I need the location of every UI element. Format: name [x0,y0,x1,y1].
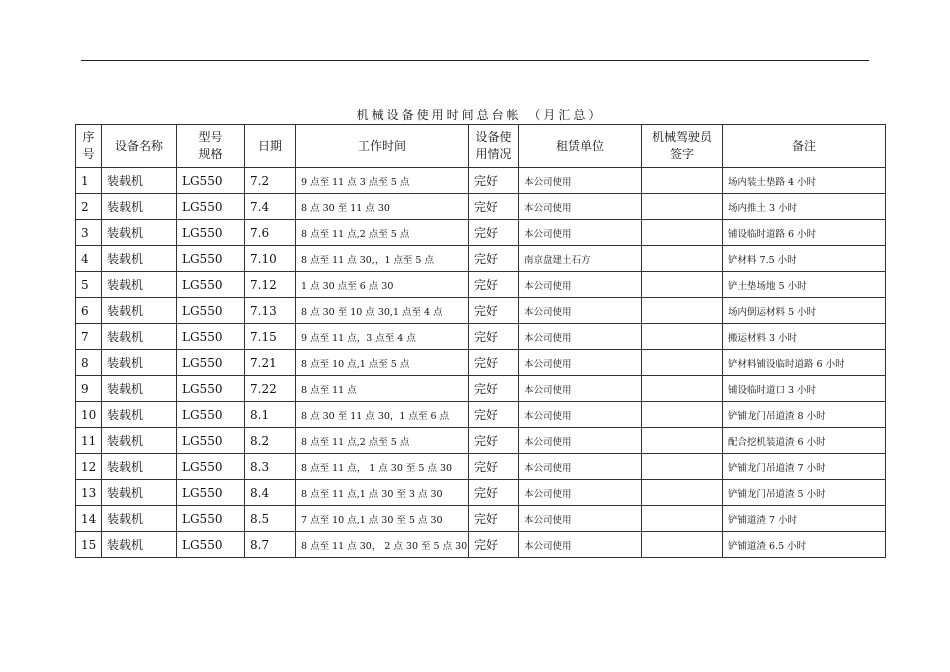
cell-name: 装载机 [102,194,177,220]
header-status: 设备使 用情况 [469,125,519,168]
cell-status: 完好 [469,402,519,428]
cell-status: 完好 [469,194,519,220]
table-row [76,194,886,220]
header-operator: 机械驾驶员 签字 [642,125,723,168]
cell-remarks: 场内倒运材料 5 小时 [723,298,886,324]
header-date: 日期 [245,125,296,168]
cell-work-time: 8 点至 11 点 [296,376,469,402]
table-row [76,298,886,324]
cell-operator-signature [642,272,723,298]
cell-lessee: 南京盘建土石方 [519,246,642,272]
cell-status: 完好 [469,532,519,558]
table-row [76,532,886,558]
cell-no: 1 [76,168,102,194]
cell-date: 7.2 [245,168,296,194]
cell-date: 8.2 [245,428,296,454]
cell-operator-signature [642,532,723,558]
cell-work-time: 7 点至 10 点,1 点 30 至 5 点 30 [296,506,469,532]
cell-work-time: 8 点 30 至 11 点 30 [296,194,469,220]
cell-operator-signature [642,194,723,220]
header-no: 序 号 [76,125,102,168]
cell-status: 完好 [469,428,519,454]
cell-date: 8.5 [245,506,296,532]
cell-operator-signature [642,376,723,402]
cell-work-time: 8 点至 11 点,2 点至 5 点 [296,428,469,454]
cell-status: 完好 [469,324,519,350]
cell-date: 7.4 [245,194,296,220]
cell-no: 12 [76,454,102,480]
cell-status: 完好 [469,350,519,376]
cell-name: 装载机 [102,506,177,532]
table-row [76,324,886,350]
cell-no: 7 [76,324,102,350]
cell-lessee: 本公司使用 [519,402,642,428]
table-row [76,168,886,194]
cell-date: 7.21 [245,350,296,376]
cell-lessee: 本公司使用 [519,324,642,350]
cell-no: 2 [76,194,102,220]
cell-remarks: 配合挖机装道渣 6 小时 [723,428,886,454]
equipment-usage-table [75,124,886,558]
cell-no: 6 [76,298,102,324]
header-model: 型号 规格 [177,125,245,168]
cell-lessee: 本公司使用 [519,220,642,246]
cell-work-time: 1 点 30 点至 6 点 30 [296,272,469,298]
cell-work-time: 8 点至 10 点,1 点至 5 点 [296,350,469,376]
cell-date: 8.7 [245,532,296,558]
cell-name: 装载机 [102,298,177,324]
cell-status: 完好 [469,506,519,532]
header-rule [81,60,869,61]
cell-lessee: 本公司使用 [519,480,642,506]
cell-model: LG550 [177,350,245,376]
header-name: 设备名称 [102,125,177,168]
cell-name: 装载机 [102,376,177,402]
table-row [76,428,886,454]
cell-date: 7.12 [245,272,296,298]
cell-work-time: 8 点至 11 点， 1 点 30 至 5 点 30 [296,454,469,480]
cell-remarks: 铲土垫场地 5 小时 [723,272,886,298]
cell-date: 7.15 [245,324,296,350]
cell-status: 完好 [469,376,519,402]
cell-remarks: 铲铺道渣 6.5 小时 [723,532,886,558]
cell-work-time: 9 点至 11 点，3 点至 4 点 [296,324,469,350]
cell-remarks: 铺设临时道路 6 小时 [723,220,886,246]
cell-work-time: 8 点至 11 点 30， 2 点 30 至 5 点 30 [296,532,469,558]
cell-model: LG550 [177,272,245,298]
cell-name: 装载机 [102,532,177,558]
cell-name: 装载机 [102,220,177,246]
cell-model: LG550 [177,480,245,506]
cell-remarks: 场内装土垫路 4 小时 [723,168,886,194]
table-row [76,246,886,272]
cell-model: LG550 [177,532,245,558]
cell-lessee: 本公司使用 [519,506,642,532]
cell-lessee: 本公司使用 [519,376,642,402]
table-row [76,376,886,402]
cell-status: 完好 [469,272,519,298]
cell-operator-signature [642,402,723,428]
cell-no: 8 [76,350,102,376]
table-row [76,220,886,246]
cell-status: 完好 [469,298,519,324]
table-header-row [76,125,886,168]
cell-no: 9 [76,376,102,402]
cell-remarks: 铲铺龙门吊道渣 5 小时 [723,480,886,506]
cell-name: 装载机 [102,428,177,454]
cell-status: 完好 [469,246,519,272]
cell-lessee: 本公司使用 [519,298,642,324]
cell-lessee: 本公司使用 [519,532,642,558]
cell-no: 5 [76,272,102,298]
table-body [76,168,886,558]
cell-date: 7.10 [245,246,296,272]
cell-name: 装载机 [102,272,177,298]
cell-work-time: 9 点至 11 点 3 点至 5 点 [296,168,469,194]
cell-lessee: 本公司使用 [519,272,642,298]
cell-model: LG550 [177,428,245,454]
cell-lessee: 本公司使用 [519,454,642,480]
cell-operator-signature [642,246,723,272]
cell-remarks: 铲铺道渣 7 小时 [723,506,886,532]
cell-model: LG550 [177,246,245,272]
cell-operator-signature [642,324,723,350]
cell-date: 8.3 [245,454,296,480]
cell-no: 14 [76,506,102,532]
cell-model: LG550 [177,168,245,194]
cell-operator-signature [642,168,723,194]
cell-no: 13 [76,480,102,506]
table-row [76,454,886,480]
cell-model: LG550 [177,298,245,324]
cell-work-time: 8 点 30 至 11 点 30，1 点至 6 点 [296,402,469,428]
table-row [76,402,886,428]
cell-operator-signature [642,480,723,506]
cell-status: 完好 [469,220,519,246]
cell-lessee: 本公司使用 [519,350,642,376]
cell-date: 8.1 [245,402,296,428]
cell-remarks: 铲铺龙门吊道渣 8 小时 [723,402,886,428]
header-lessee: 租赁单位 [519,125,642,168]
cell-name: 装载机 [102,350,177,376]
cell-model: LG550 [177,402,245,428]
cell-date: 7.6 [245,220,296,246]
cell-model: LG550 [177,506,245,532]
cell-operator-signature [642,506,723,532]
cell-name: 装载机 [102,168,177,194]
cell-lessee: 本公司使用 [519,194,642,220]
cell-lessee: 本公司使用 [519,428,642,454]
table-row [76,506,886,532]
cell-date: 7.13 [245,298,296,324]
cell-no: 3 [76,220,102,246]
cell-model: LG550 [177,324,245,350]
cell-name: 装载机 [102,324,177,350]
cell-remarks: 铲材料 7.5 小时 [723,246,886,272]
cell-operator-signature [642,454,723,480]
cell-model: LG550 [177,376,245,402]
cell-status: 完好 [469,454,519,480]
cell-model: LG550 [177,454,245,480]
table-row [76,272,886,298]
cell-status: 完好 [469,480,519,506]
cell-no: 10 [76,402,102,428]
cell-operator-signature [642,298,723,324]
table-row [76,350,886,376]
cell-work-time: 8 点至 11 点,2 点至 5 点 [296,220,469,246]
cell-work-time: 8 点 30 至 10 点 30,1 点至 4 点 [296,298,469,324]
cell-operator-signature [642,350,723,376]
cell-name: 装载机 [102,402,177,428]
cell-lessee: 本公司使用 [519,168,642,194]
cell-model: LG550 [177,194,245,220]
cell-status: 完好 [469,168,519,194]
cell-remarks: 铲铺龙门吊道渣 7 小时 [723,454,886,480]
cell-model: LG550 [177,220,245,246]
cell-work-time: 8 点至 11 点,1 点 30 至 3 点 30 [296,480,469,506]
header-remarks: 备注 [723,125,886,168]
cell-date: 8.4 [245,480,296,506]
cell-date: 7.22 [245,376,296,402]
cell-name: 装载机 [102,480,177,506]
page-title: 机械设备使用时间总台帐 （月汇总） [356,108,604,122]
cell-no: 11 [76,428,102,454]
cell-remarks: 铲材料铺设临时道路 6 小时 [723,350,886,376]
cell-remarks: 铺设临时道口 3 小时 [723,376,886,402]
cell-remarks: 搬运材料 3 小时 [723,324,886,350]
table-row [76,480,886,506]
cell-operator-signature [642,220,723,246]
cell-no: 15 [76,532,102,558]
cell-remarks: 场内推土 3 小时 [723,194,886,220]
cell-no: 4 [76,246,102,272]
cell-name: 装载机 [102,454,177,480]
cell-work-time: 8 点至 11 点 30,，1 点至 5 点 [296,246,469,272]
cell-name: 装载机 [102,246,177,272]
cell-operator-signature [642,428,723,454]
header-work-time: 工作时间 [296,125,469,168]
